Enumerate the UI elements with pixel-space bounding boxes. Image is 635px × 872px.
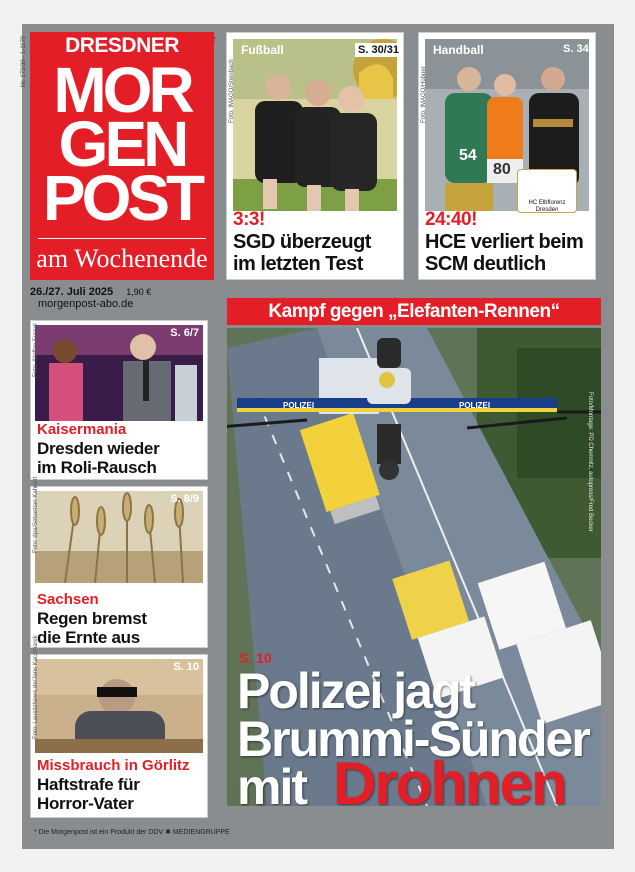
- courtroom-photo: [35, 659, 203, 753]
- sachsen-headline-1: Regen bremst: [37, 609, 147, 628]
- lead-headline-1: Polizei jagt: [237, 663, 475, 719]
- lead-headline-3b: Drohnen: [333, 750, 566, 806]
- masthead-logo[interactable]: [30, 32, 214, 280]
- football-photo-credit: Foto: IMAGO/Steinbach: [229, 59, 235, 123]
- issue-number: Nr. 172/30 · 1-1170: [21, 35, 27, 87]
- courtroom-image: [35, 659, 203, 753]
- kaisermania-photo: [35, 325, 203, 421]
- lead-banner: Kampf gegen „Elefanten-Rennen“: [227, 298, 601, 325]
- goerlitz-headline-1: Haftstrafe für: [37, 775, 140, 794]
- football-players-image: [233, 39, 397, 211]
- website-url[interactable]: morgenpost-abo.de: [38, 298, 134, 310]
- sachsen-kicker: Sachsen: [37, 591, 99, 608]
- masthead-rule: [38, 238, 206, 239]
- issue-price: 1,90 €: [126, 287, 152, 297]
- hc-logo-text: HC Elbflorenz Dresden: [528, 200, 566, 213]
- handball-score: 24:40!: [425, 209, 477, 230]
- teaser-football[interactable]: [226, 32, 404, 280]
- sachsen-headline-2: die Ernte aus: [37, 628, 140, 647]
- goerlitz-headline-2: Horror-Vater: [37, 794, 134, 813]
- publisher-footer: * Die Morgenpost ist ein Produkt der DDV ✱ MEDIENGRUPPE: [34, 829, 230, 836]
- handball-headline-1: HCE verliert beim: [425, 231, 584, 253]
- front-page: [22, 24, 614, 849]
- teaser-handball[interactable]: [418, 32, 596, 280]
- teaser-kaisermania[interactable]: [30, 320, 208, 480]
- masthead-line-2: GEN: [58, 108, 186, 180]
- handball-headline-2: SCM deutlich: [425, 253, 546, 275]
- handball-kicker: Handball: [433, 43, 484, 57]
- hc-elbflorenz-logo: [517, 169, 577, 213]
- sachsen-credit: Foto: dpa/Sebastian Kahnert: [33, 476, 39, 553]
- football-kicker: Fußball: [241, 43, 284, 57]
- goerlitz-page-ref: S. 10: [173, 661, 199, 673]
- handball-jersey-a: 54: [459, 147, 477, 164]
- football-headline-2: im letzten Test: [233, 253, 363, 275]
- goerlitz-credit: Foto: LausitzNews.de/Jens Kaczmarek: [33, 635, 39, 739]
- kaisermania-kicker: Kaisermania: [37, 421, 127, 438]
- kaisermania-page-ref: S. 6/7: [170, 327, 199, 339]
- football-page-ref: S. 30/31: [355, 43, 402, 57]
- drone-label-left: POLIZEI: [283, 401, 315, 410]
- masthead-top: DRESDNER: [65, 34, 179, 57]
- kaisermania-headline-1: Dresden wieder: [37, 439, 160, 458]
- lead-page-ref: S. 10: [239, 650, 272, 666]
- lead-headline-2: Brummi-Sünder: [237, 711, 589, 767]
- handball-jersey-b: 80: [493, 161, 511, 178]
- teaser-sachsen[interactable]: [30, 476, 208, 648]
- masthead-line-1: MOR: [53, 54, 191, 126]
- date-strip: [30, 286, 220, 310]
- football-photo: [233, 39, 397, 211]
- handball-page-ref: S. 34: [563, 43, 589, 55]
- concert-stage-image: [35, 325, 203, 421]
- drone-label-right: POLIZEI: [459, 401, 491, 410]
- handball-photo-credit: Foto: IMAGO/Hübner: [421, 66, 427, 123]
- lead-story[interactable]: [227, 328, 601, 806]
- kaisermania-credit: Foto: Steffen Füssel: [33, 323, 39, 377]
- masthead-subtitle: am Wochenende: [36, 244, 208, 273]
- goerlitz-kicker: Missbrauch in Görlitz: [37, 757, 190, 774]
- masthead-line-3: POST: [42, 162, 202, 234]
- sachsen-page-ref: S. 8/9: [170, 493, 199, 505]
- asterisk-icon: *: [208, 32, 216, 54]
- issue-date: 26./27. Juli 2025: [30, 286, 114, 298]
- lead-photo-credit: Foto/Montage: PD Chemnitz, autopress/Fred Becker: [587, 392, 593, 532]
- lead-headline-3a: mit: [237, 759, 306, 806]
- football-headline-1: SGD überzeugt: [233, 231, 371, 253]
- football-score: 3:3!: [233, 209, 265, 230]
- kaisermania-headline-2: im Roli-Rausch: [37, 458, 157, 477]
